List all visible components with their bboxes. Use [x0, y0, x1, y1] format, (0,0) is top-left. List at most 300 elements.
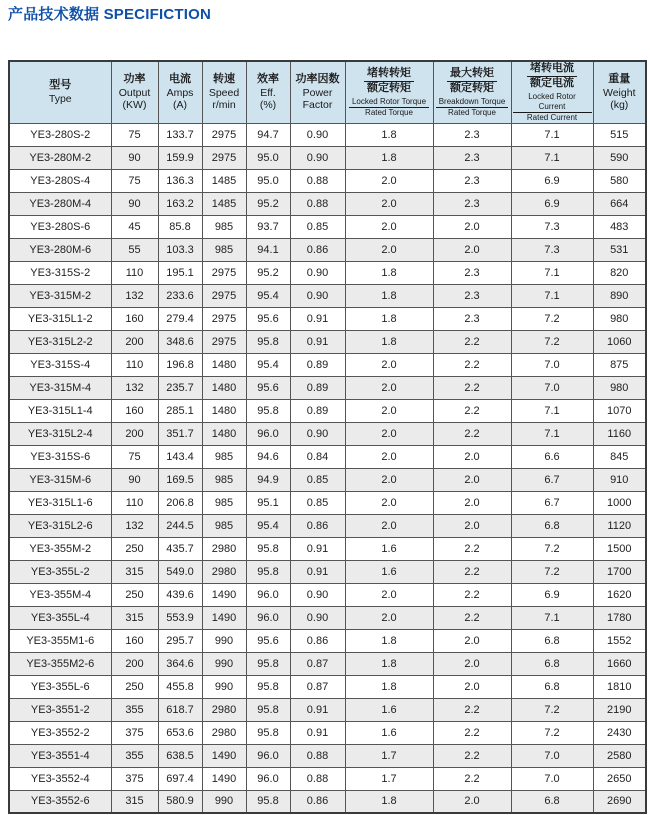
value-cell: 1060	[593, 330, 646, 353]
type-cell: YE3-3552-6	[9, 790, 111, 813]
value-cell: 7.3	[511, 238, 593, 261]
table-row	[9, 468, 646, 491]
value-cell: 0.87	[290, 675, 345, 698]
col-header-efficiency-unit: (%)	[259, 99, 277, 112]
table-row	[9, 560, 646, 583]
col-header-output-zh: 功率	[123, 72, 146, 85]
col-header-type-en: Type	[48, 92, 72, 105]
value-cell: 2.0	[345, 376, 433, 399]
value-cell: 985	[202, 514, 246, 537]
col-header-weight-zh: 重量	[608, 72, 631, 85]
value-cell: 531	[593, 238, 646, 261]
value-cell: 1780	[593, 606, 646, 629]
value-cell: 95.1	[246, 491, 290, 514]
col-header-weight-en: Weight	[603, 86, 636, 99]
value-cell: 2.0	[433, 491, 511, 514]
value-cell: 2190	[593, 698, 646, 721]
value-cell: 0.86	[290, 238, 345, 261]
value-cell: 2.3	[433, 284, 511, 307]
value-cell: 94.6	[246, 445, 290, 468]
value-cell: 990	[202, 790, 246, 813]
table-row	[9, 514, 646, 537]
table-row	[9, 123, 646, 146]
col-header-output-unit: (KW)	[122, 99, 147, 112]
value-cell: 7.1	[511, 606, 593, 629]
value-cell: 85.8	[158, 215, 202, 238]
col-header-output-en: Output	[118, 86, 151, 99]
col-header-power-factor-en: Power Factor	[302, 86, 333, 112]
value-cell: 2690	[593, 790, 646, 813]
value-cell: 2.2	[433, 583, 511, 606]
value-cell: 0.84	[290, 445, 345, 468]
value-cell: 110	[111, 261, 158, 284]
value-cell: 985	[202, 468, 246, 491]
type-cell: YE3-315L2-6	[9, 514, 111, 537]
value-cell: 132	[111, 284, 158, 307]
value-cell: 2975	[202, 123, 246, 146]
value-cell: 697.4	[158, 767, 202, 790]
value-cell: 0.91	[290, 307, 345, 330]
header-row	[9, 61, 646, 123]
value-cell: 96.0	[246, 422, 290, 445]
value-cell: 315	[111, 790, 158, 813]
value-cell: 2975	[202, 330, 246, 353]
value-cell: 580	[593, 169, 646, 192]
value-cell: 1552	[593, 629, 646, 652]
type-cell: YE3-3552-4	[9, 767, 111, 790]
value-cell: 7.0	[511, 376, 593, 399]
type-cell: YE3-315L2-2	[9, 330, 111, 353]
value-cell: 2.2	[433, 721, 511, 744]
breakdown-torque-en-fraction	[435, 97, 510, 118]
value-cell: 7.1	[511, 123, 593, 146]
locked-rotor-torque-zh-fraction	[347, 67, 432, 96]
value-cell: 0.89	[290, 399, 345, 422]
value-cell: 95.8	[246, 721, 290, 744]
table-row	[9, 537, 646, 560]
value-cell: 6.9	[511, 169, 593, 192]
locked-rotor-current-en-numerator: Locked Rotor Current	[513, 92, 592, 113]
value-cell: 160	[111, 399, 158, 422]
value-cell: 295.7	[158, 629, 202, 652]
locked-rotor-torque-en-denominator: Rated Torque	[365, 107, 413, 117]
type-cell: YE3-280M-6	[9, 238, 111, 261]
value-cell: 95.4	[246, 514, 290, 537]
col-header-power-factor-zh: 功率因数	[295, 72, 340, 85]
type-cell: YE3-355M-4	[9, 583, 111, 606]
type-cell: YE3-315L2-4	[9, 422, 111, 445]
locked-rotor-torque-zh-denominator: 额定转矩	[367, 81, 411, 94]
value-cell: 364.6	[158, 652, 202, 675]
breakdown-torque-zh-denominator: 额定转矩	[450, 81, 494, 94]
value-cell: 0.90	[290, 606, 345, 629]
value-cell: 2980	[202, 560, 246, 583]
value-cell: 163.2	[158, 192, 202, 215]
table-row	[9, 675, 646, 698]
value-cell: 653.6	[158, 721, 202, 744]
spec-table-body	[9, 123, 646, 813]
value-cell: 1.8	[345, 146, 433, 169]
value-cell: 6.9	[511, 583, 593, 606]
value-cell: 990	[202, 629, 246, 652]
col-header-type-zh: 型号	[49, 79, 72, 92]
value-cell: 355	[111, 698, 158, 721]
table-row	[9, 307, 646, 330]
value-cell: 355	[111, 744, 158, 767]
locked-rotor-current-en-fraction	[513, 92, 592, 123]
table-row	[9, 376, 646, 399]
value-cell: 7.1	[511, 261, 593, 284]
value-cell: 0.87	[290, 652, 345, 675]
value-cell: 93.7	[246, 215, 290, 238]
table-row	[9, 192, 646, 215]
type-cell: YE3-315S-4	[9, 353, 111, 376]
col-header-weight	[593, 61, 646, 123]
value-cell: 2.0	[345, 238, 433, 261]
value-cell: 233.6	[158, 284, 202, 307]
type-cell: YE3-315S-2	[9, 261, 111, 284]
value-cell: 95.8	[246, 399, 290, 422]
table-row	[9, 169, 646, 192]
table-row	[9, 767, 646, 790]
value-cell: 0.90	[290, 146, 345, 169]
type-cell: YE3-280S-6	[9, 215, 111, 238]
col-header-efficiency-en: Eff.	[260, 86, 276, 99]
value-cell: 2.2	[433, 744, 511, 767]
value-cell: 375	[111, 721, 158, 744]
value-cell: 250	[111, 675, 158, 698]
type-cell: YE3-315L1-2	[9, 307, 111, 330]
value-cell: 0.88	[290, 169, 345, 192]
value-cell: 7.3	[511, 215, 593, 238]
value-cell: 2.2	[433, 422, 511, 445]
value-cell: 0.88	[290, 192, 345, 215]
value-cell: 0.91	[290, 698, 345, 721]
value-cell: 160	[111, 629, 158, 652]
value-cell: 1.8	[345, 652, 433, 675]
value-cell: 664	[593, 192, 646, 215]
value-cell: 132	[111, 376, 158, 399]
value-cell: 2580	[593, 744, 646, 767]
value-cell: 985	[202, 491, 246, 514]
value-cell: 95.6	[246, 307, 290, 330]
value-cell: 875	[593, 353, 646, 376]
value-cell: 2.2	[433, 353, 511, 376]
locked-rotor-current-zh-numerator: 堵转电流	[527, 62, 577, 77]
table-row	[9, 491, 646, 514]
value-cell: 136.3	[158, 169, 202, 192]
value-cell: 315	[111, 606, 158, 629]
value-cell: 990	[202, 675, 246, 698]
value-cell: 0.90	[290, 284, 345, 307]
value-cell: 0.86	[290, 790, 345, 813]
value-cell: 6.7	[511, 468, 593, 491]
locked-rotor-current-zh-denominator: 额定电流	[530, 76, 574, 89]
value-cell: 94.9	[246, 468, 290, 491]
value-cell: 2.2	[433, 399, 511, 422]
table-row	[9, 698, 646, 721]
value-cell: 315	[111, 560, 158, 583]
value-cell: 2980	[202, 698, 246, 721]
value-cell: 985	[202, 445, 246, 468]
value-cell: 95.8	[246, 560, 290, 583]
value-cell: 200	[111, 652, 158, 675]
value-cell: 95.2	[246, 261, 290, 284]
value-cell: 1490	[202, 606, 246, 629]
value-cell: 6.8	[511, 514, 593, 537]
value-cell: 285.1	[158, 399, 202, 422]
value-cell: 553.9	[158, 606, 202, 629]
value-cell: 7.2	[511, 307, 593, 330]
value-cell: 439.6	[158, 583, 202, 606]
value-cell: 75	[111, 169, 158, 192]
col-header-locked-rotor-current	[511, 61, 593, 123]
value-cell: 1.8	[345, 261, 433, 284]
value-cell: 1.8	[345, 675, 433, 698]
value-cell: 1120	[593, 514, 646, 537]
type-cell: YE3-315L1-4	[9, 399, 111, 422]
value-cell: 6.9	[511, 192, 593, 215]
value-cell: 2.0	[433, 445, 511, 468]
value-cell: 0.91	[290, 721, 345, 744]
type-cell: YE3-280S-4	[9, 169, 111, 192]
value-cell: 2.0	[345, 422, 433, 445]
value-cell: 96.0	[246, 606, 290, 629]
col-header-efficiency	[246, 61, 290, 123]
value-cell: 0.89	[290, 376, 345, 399]
value-cell: 90	[111, 192, 158, 215]
type-cell: YE3-280S-2	[9, 123, 111, 146]
value-cell: 990	[202, 652, 246, 675]
value-cell: 1480	[202, 399, 246, 422]
value-cell: 1.6	[345, 560, 433, 583]
value-cell: 110	[111, 353, 158, 376]
locked-rotor-torque-en-fraction	[347, 97, 432, 118]
table-row	[9, 146, 646, 169]
value-cell: 2980	[202, 537, 246, 560]
value-cell: 2.0	[345, 353, 433, 376]
value-cell: 2.2	[433, 330, 511, 353]
value-cell: 1.8	[345, 790, 433, 813]
value-cell: 6.7	[511, 491, 593, 514]
value-cell: 2.0	[345, 215, 433, 238]
type-cell: YE3-315M-2	[9, 284, 111, 307]
value-cell: 95.8	[246, 675, 290, 698]
value-cell: 95.4	[246, 353, 290, 376]
value-cell: 7.2	[511, 721, 593, 744]
value-cell: 95.8	[246, 537, 290, 560]
value-cell: 196.8	[158, 353, 202, 376]
value-cell: 1.8	[345, 123, 433, 146]
value-cell: 375	[111, 767, 158, 790]
value-cell: 1.6	[345, 721, 433, 744]
col-header-speed-unit: r/min	[212, 99, 236, 112]
col-header-amps-zh: 电流	[169, 72, 191, 85]
value-cell: 0.91	[290, 560, 345, 583]
type-cell: YE3-3551-2	[9, 698, 111, 721]
value-cell: 2.0	[433, 215, 511, 238]
type-cell: YE3-355L-2	[9, 560, 111, 583]
value-cell: 90	[111, 146, 158, 169]
value-cell: 0.88	[290, 744, 345, 767]
value-cell: 2.0	[433, 652, 511, 675]
table-row	[9, 261, 646, 284]
table-row	[9, 284, 646, 307]
value-cell: 2.0	[433, 675, 511, 698]
value-cell: 2975	[202, 261, 246, 284]
value-cell: 0.90	[290, 261, 345, 284]
value-cell: 2.2	[433, 560, 511, 583]
table-row	[9, 238, 646, 261]
value-cell: 7.1	[511, 399, 593, 422]
value-cell: 0.86	[290, 514, 345, 537]
value-cell: 2.0	[345, 445, 433, 468]
value-cell: 2.0	[433, 514, 511, 537]
value-cell: 103.3	[158, 238, 202, 261]
value-cell: 6.8	[511, 629, 593, 652]
value-cell: 2.3	[433, 192, 511, 215]
value-cell: 279.4	[158, 307, 202, 330]
value-cell: 160	[111, 307, 158, 330]
value-cell: 2.0	[345, 514, 433, 537]
value-cell: 2.0	[345, 468, 433, 491]
value-cell: 75	[111, 445, 158, 468]
value-cell: 0.85	[290, 468, 345, 491]
value-cell: 2.0	[433, 790, 511, 813]
value-cell: 0.88	[290, 767, 345, 790]
value-cell: 195.1	[158, 261, 202, 284]
value-cell: 1660	[593, 652, 646, 675]
value-cell: 2.3	[433, 146, 511, 169]
value-cell: 95.8	[246, 790, 290, 813]
value-cell: 1.7	[345, 767, 433, 790]
type-cell: YE3-315L1-6	[9, 491, 111, 514]
value-cell: 7.2	[511, 537, 593, 560]
value-cell: 1.6	[345, 698, 433, 721]
value-cell: 7.1	[511, 422, 593, 445]
value-cell: 0.85	[290, 491, 345, 514]
value-cell: 95.6	[246, 629, 290, 652]
value-cell: 549.0	[158, 560, 202, 583]
type-cell: YE3-355L-4	[9, 606, 111, 629]
value-cell: 95.0	[246, 146, 290, 169]
value-cell: 2975	[202, 284, 246, 307]
value-cell: 590	[593, 146, 646, 169]
value-cell: 2.3	[433, 123, 511, 146]
type-cell: YE3-315S-6	[9, 445, 111, 468]
table-row	[9, 744, 646, 767]
value-cell: 1810	[593, 675, 646, 698]
locked-rotor-current-en-denominator: Rated Current	[526, 112, 578, 122]
value-cell: 1620	[593, 583, 646, 606]
value-cell: 94.7	[246, 123, 290, 146]
value-cell: 980	[593, 307, 646, 330]
value-cell: 169.5	[158, 468, 202, 491]
value-cell: 95.8	[246, 652, 290, 675]
type-cell: YE3-315M-4	[9, 376, 111, 399]
table-row	[9, 790, 646, 813]
value-cell: 1480	[202, 376, 246, 399]
table-row	[9, 721, 646, 744]
value-cell: 980	[593, 376, 646, 399]
value-cell: 143.4	[158, 445, 202, 468]
value-cell: 2.0	[345, 491, 433, 514]
value-cell: 1700	[593, 560, 646, 583]
table-row	[9, 215, 646, 238]
value-cell: 2.3	[433, 307, 511, 330]
value-cell: 845	[593, 445, 646, 468]
value-cell: 6.8	[511, 790, 593, 813]
value-cell: 94.1	[246, 238, 290, 261]
col-header-weight-unit: (kg)	[610, 99, 629, 112]
table-row	[9, 399, 646, 422]
value-cell: 910	[593, 468, 646, 491]
value-cell: 0.91	[290, 537, 345, 560]
value-cell: 6.6	[511, 445, 593, 468]
value-cell: 2.2	[433, 767, 511, 790]
col-header-speed-zh: 转速	[213, 72, 235, 85]
value-cell: 2.3	[433, 169, 511, 192]
col-header-amps	[158, 61, 202, 123]
value-cell: 435.7	[158, 537, 202, 560]
spec-table	[8, 60, 647, 814]
value-cell: 2980	[202, 721, 246, 744]
value-cell: 96.0	[246, 744, 290, 767]
table-row	[9, 652, 646, 675]
value-cell: 1.6	[345, 537, 433, 560]
value-cell: 985	[202, 215, 246, 238]
value-cell: 2.0	[345, 583, 433, 606]
table-row	[9, 445, 646, 468]
table-row	[9, 353, 646, 376]
value-cell: 7.1	[511, 146, 593, 169]
col-header-breakdown-torque	[433, 61, 511, 123]
value-cell: 235.7	[158, 376, 202, 399]
value-cell: 638.5	[158, 744, 202, 767]
value-cell: 0.90	[290, 422, 345, 445]
value-cell: 0.89	[290, 353, 345, 376]
value-cell: 200	[111, 330, 158, 353]
value-cell: 1485	[202, 169, 246, 192]
col-header-output	[111, 61, 158, 123]
col-header-efficiency-zh: 效率	[257, 72, 279, 85]
value-cell: 206.8	[158, 491, 202, 514]
value-cell: 95.8	[246, 330, 290, 353]
value-cell: 1.8	[345, 284, 433, 307]
value-cell: 95.6	[246, 376, 290, 399]
value-cell: 95.2	[246, 192, 290, 215]
value-cell: 132	[111, 514, 158, 537]
value-cell: 618.7	[158, 698, 202, 721]
value-cell: 1.7	[345, 744, 433, 767]
value-cell: 1.8	[345, 629, 433, 652]
value-cell: 515	[593, 123, 646, 146]
breakdown-torque-zh-numerator: 最大转矩	[447, 67, 497, 82]
value-cell: 1490	[202, 744, 246, 767]
table-row	[9, 583, 646, 606]
value-cell: 110	[111, 491, 158, 514]
value-cell: 6.8	[511, 675, 593, 698]
value-cell: 96.0	[246, 767, 290, 790]
type-cell: YE3-3552-2	[9, 721, 111, 744]
breakdown-torque-zh-fraction	[435, 67, 510, 96]
value-cell: 45	[111, 215, 158, 238]
value-cell: 2.0	[345, 399, 433, 422]
value-cell: 2.2	[433, 376, 511, 399]
value-cell: 483	[593, 215, 646, 238]
spec-table-header	[9, 61, 646, 123]
value-cell: 2.2	[433, 537, 511, 560]
